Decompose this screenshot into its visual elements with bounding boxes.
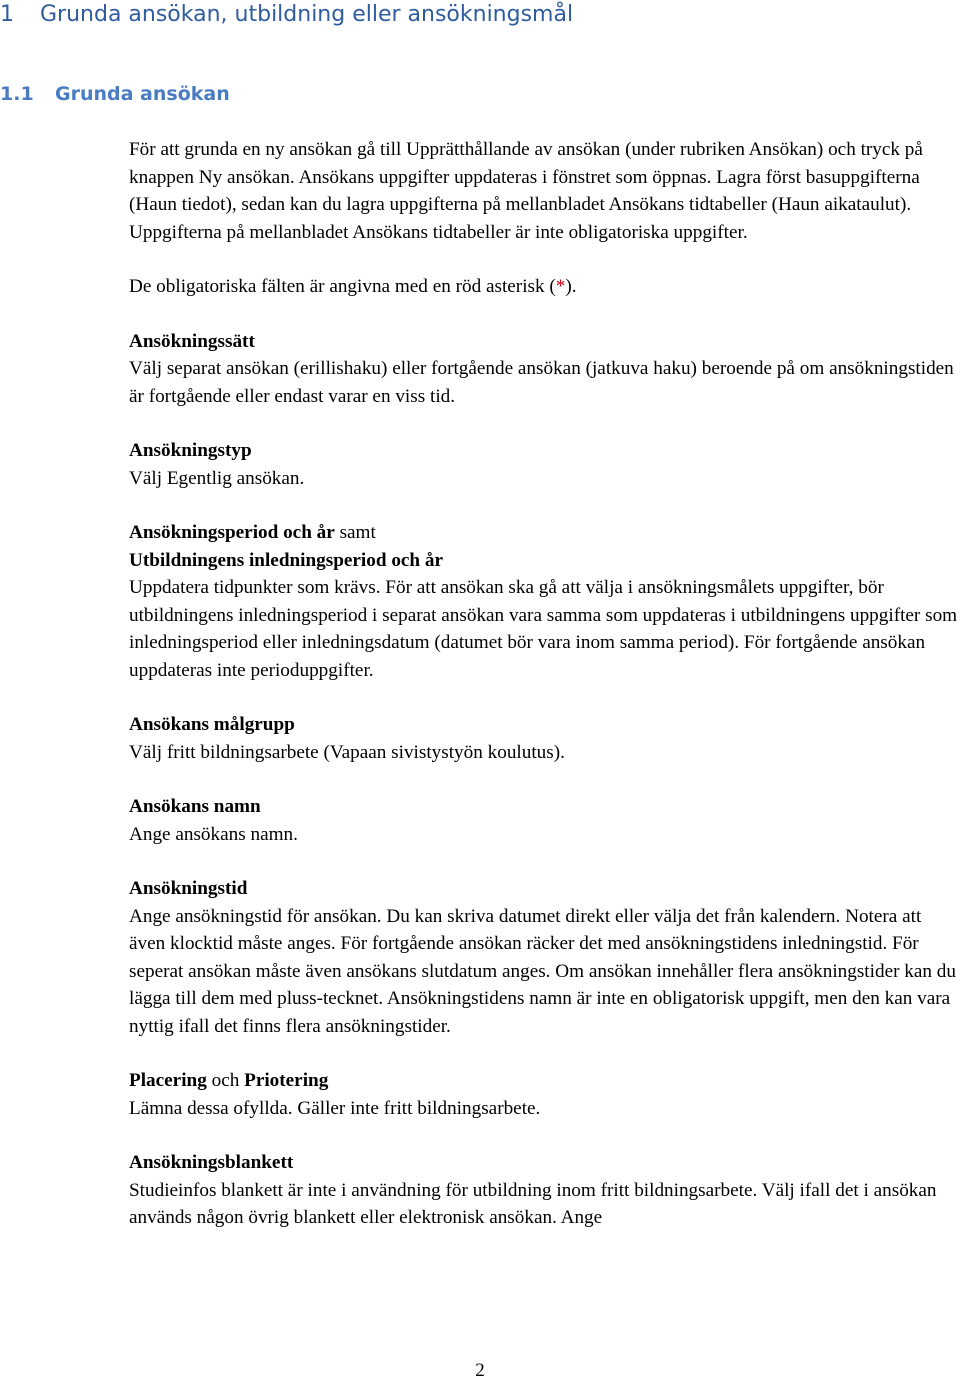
chapter-number: 1 [0, 2, 14, 27]
section-heading [0, 79, 230, 109]
required-asterisk: * [555, 276, 566, 297]
field-description: Välj separat ansökan (erillishaku) eller fortgående ansökan (jatkuva haku) beroende på om ansökningstiden är fortgående eller endast varar en viss tid. [129, 358, 954, 407]
field-description: Lämna dessa ofyllda. Gäller inte fritt bildningsarbete. [129, 1097, 541, 1119]
section-ansokningstyp [129, 437, 959, 492]
section-ansokningssatt [129, 328, 959, 411]
title-joiner: och [206, 1070, 245, 1091]
page-number: 2 [475, 1360, 485, 1381]
section-number: 1.1 [0, 83, 34, 105]
intro-paragraph: För att grunda en ny ansökan gå till Upprätthållande av ansökan (under rubriken Ansökan) och tryck på knappen Ny ansökan. Ansökans uppgifter uppdateras i fönstret som öppnas. Lagra först basuppgifterna (Haun tiedot), sedan kan du lagra uppgifterna på mellanbladet Ansökans tidtabeller (Haun aikataulut). Uppgifterna på mellanbladet Ansökans tidtabeller är inte obligatoriska uppgifter. [129, 139, 923, 243]
field-title: Ansökans målgrupp [129, 714, 295, 735]
chapter-heading [0, 0, 573, 30]
field-title: Ansökningstyp [129, 440, 252, 461]
field-title: Ansökningstid [129, 878, 248, 899]
field-description: Ange ansökningstid för ansökan. Du kan skriva datumet direkt eller välja det från kalendern. Notera att även klocktid måste anges. För fortgående ansökan räcker det med ansökningstidens inledningstid. För seperat ansökan måste även ansökans slutdatum anges. Om ansökan innehåller flera ansökningstider kan du lägga till dem med pluss-tecknet. Ansökningstidens namn är inte en obligatorisk uppgift, men den kan vara nyttig ifall det finns flera ansökningstider. [129, 905, 956, 1037]
field-title: Ansökningsblankett [129, 1152, 294, 1173]
document-body [129, 136, 959, 1259]
field-description: Ange ansökans namn. [129, 823, 298, 845]
title-joiner: samt [334, 522, 376, 543]
field-title: Ansökningsperiod och år [129, 522, 335, 543]
field-title: Ansökningssätt [129, 330, 255, 352]
field-title-secondary: Priotering [244, 1070, 329, 1091]
section-blankett [129, 1149, 959, 1232]
section-ansokningstid [129, 875, 959, 1040]
section-period [129, 519, 959, 684]
required-fields-note: De obligatoriska fälten är angivna med en röd asterisk (*). [129, 276, 577, 297]
field-description: Studieinfos blankett är inte i användning för utbildning inom fritt bildningsarbete. Välj ifall det i ansökan används någon övrig blankett eller elektronisk ansökan. Ange [129, 1179, 937, 1228]
field-title: Placering [129, 1070, 207, 1091]
chapter-title: Grunda ansökan, utbildning eller ansökningsmål [40, 2, 574, 27]
section-placering [129, 1067, 959, 1122]
field-description: Välj Egentlig ansökan. [129, 467, 305, 489]
field-title: Ansökans namn [129, 796, 261, 817]
section-title: Grunda ansökan [55, 83, 230, 105]
field-title-secondary: Utbildningens inledningsperiod och år [129, 549, 444, 571]
section-namn [129, 793, 959, 848]
section-malgrupp [129, 711, 959, 766]
field-description: Välj fritt bildningsarbete (Vapaan sivistystyön koulutus). [129, 741, 565, 763]
field-description: Uppdatera tidpunkter som krävs. För att ansökan ska gå att välja i ansökningsmålets uppgifter, bör utbildningens inledningsperiod i separat ansökan vara samma som uppdateras i utbildningens uppgifter som inledningsperiod eller inledningsdatum (datumet bör vara inom samma period). För fortgående ansökan uppdateras inte perioduppgifter. [129, 577, 958, 681]
